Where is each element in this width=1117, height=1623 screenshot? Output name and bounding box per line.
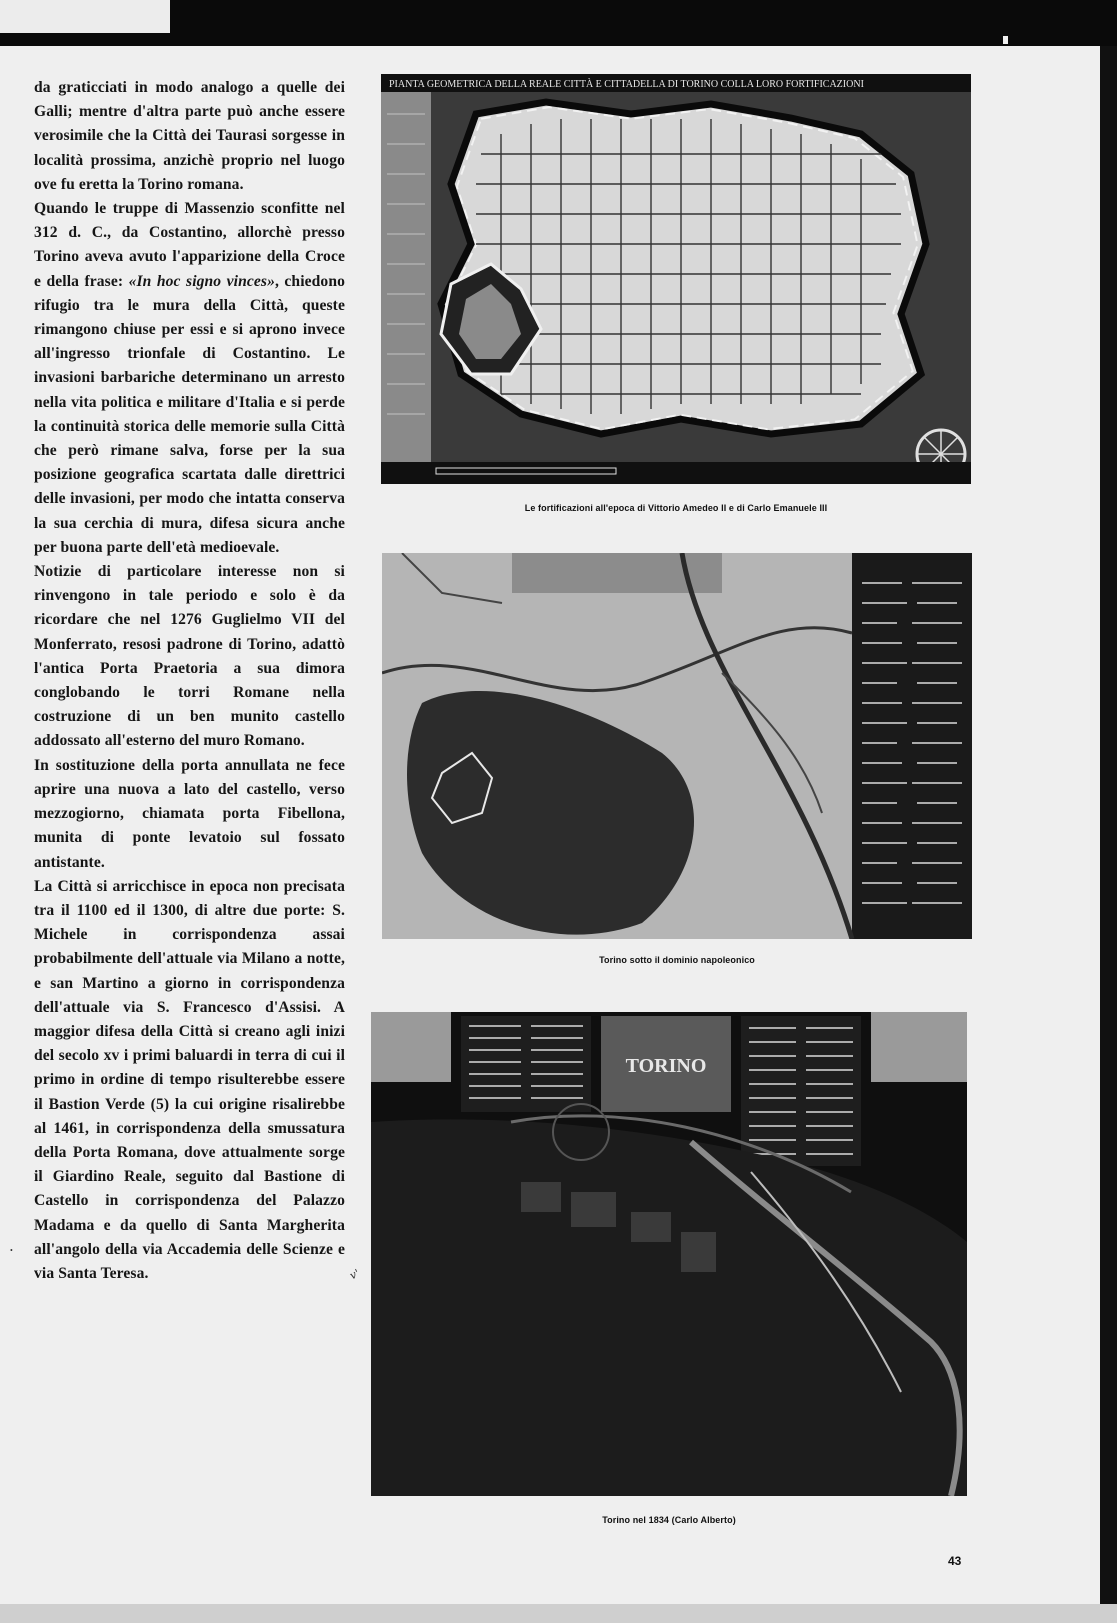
map-title: PIANTA GEOMETRICA DELLA REALE CITTÀ E CITTADELLA DI TORINO COLLA LORO FORTIFICAZIONI — [389, 79, 864, 90]
scan-tab-marker — [0, 0, 170, 33]
carlo-alberto-map-drawing — [371, 1012, 967, 1496]
margin-dot: • — [10, 1246, 13, 1255]
scan-bottom-border — [0, 1604, 1117, 1623]
paragraph-text: , chiedono rifugio tra le mura della Città, queste rimangono chiuse per essi e si aprono invece all'ingresso trionfale di Costantino. Le invasioni barbariche determinano un arresto nella vita politica e militare d'Italia e si perde la continuità storica delle memorie sulla Città che però rimane salva, forse per la sua posizione geografica scartata dalle direttrici delle invasioni, per modo che intatta conserva la sua cerchia di mura, difesa sicura anche per buona parte dell'età medioevale. — [34, 272, 345, 556]
figure-caption-1: Le fortificazioni all'epoca di Vittorio Amedeo II e di Carlo Emanuele III — [524, 503, 828, 513]
fortifications-map — [381, 74, 971, 484]
paragraph: Notizie di particolare interesse non si rinvengono in tale periodo e solo è da ricordare che nel 1276 Guglielmo VII del Monferrato, resosi padrone di Torino, adattò l'antica Porta Praetoria a sua dimora conglobando le torri Romane nella costruzione di un ben munito castello addossato all'esterno del muro Romano. — [34, 563, 345, 750]
paragraph-text: Quando le truppe di Massenzio sconfitte nel 312 d. C., da Costantino, allorchè presso Torino aveva avuto l'apparizione della Croce e della frase: — [34, 200, 345, 290]
figure-caption-3: Torino nel 1834 (Carlo Alberto) — [602, 1515, 736, 1525]
paragraph: In sostituzione della porta annullata ne fece aprire una nuova a lato del castello, verso mezzogiorno, chiamata porta Fibellona, munita di ponte levatoio sul fossato antistante. — [34, 756, 345, 871]
napoleonic-map — [382, 553, 972, 939]
latin-quote: «In hoc signo vinces» — [128, 272, 275, 290]
fortifications-map-drawing — [381, 74, 971, 484]
handwritten-note: v' — [347, 1266, 362, 1283]
paragraph — [34, 197, 345, 560]
page-right-edge — [1100, 46, 1117, 1623]
body-text-column — [34, 76, 345, 1286]
carlo-alberto-map — [371, 1012, 967, 1496]
map-cartouche-title: TORINO — [625, 1055, 707, 1077]
page-number: 43 — [948, 1554, 962, 1568]
scan-corner-mark — [1003, 36, 1008, 44]
figure-caption-2: Torino sotto il dominio napoleonico — [599, 955, 755, 965]
paragraph: da graticciati in modo analogo a quelle dei Galli; mentre d'altra parte può anche essere verosimile che la Città dei Taurasi sorgesse in località prossima, anzichè proprio nel luogo ove fu eretta la Torino romana. — [34, 79, 345, 193]
napoleonic-map-drawing — [382, 553, 972, 939]
paragraph: La Città si arricchisce in epoca non precisata tra il 1100 ed il 1300, di altre due porte: S. Michele in corrispondenza assai probabilmente dell'attuale via Milano a notte, e san Martino a giorno in corrispondenza dell'attuale via S. Francesco d'Assisi. A maggior difesa della Città si creano agli inizi del secolo xv i primi baluardi in terra di cui il primo in ordine di tempo risulterebbe essere il Bastion Verde (5) la cui origine risalirebbe al 1461, in corrispondenza della smussatura della Porta Romana, dove attualmente sorge il Giardino Reale, seguito dal Bastione di Castello in corrispondenza del Palazzo Madama e da quello di Santa Margherita all'angolo della via Accademia delle Scienze e via Santa Teresa. — [34, 877, 345, 1282]
